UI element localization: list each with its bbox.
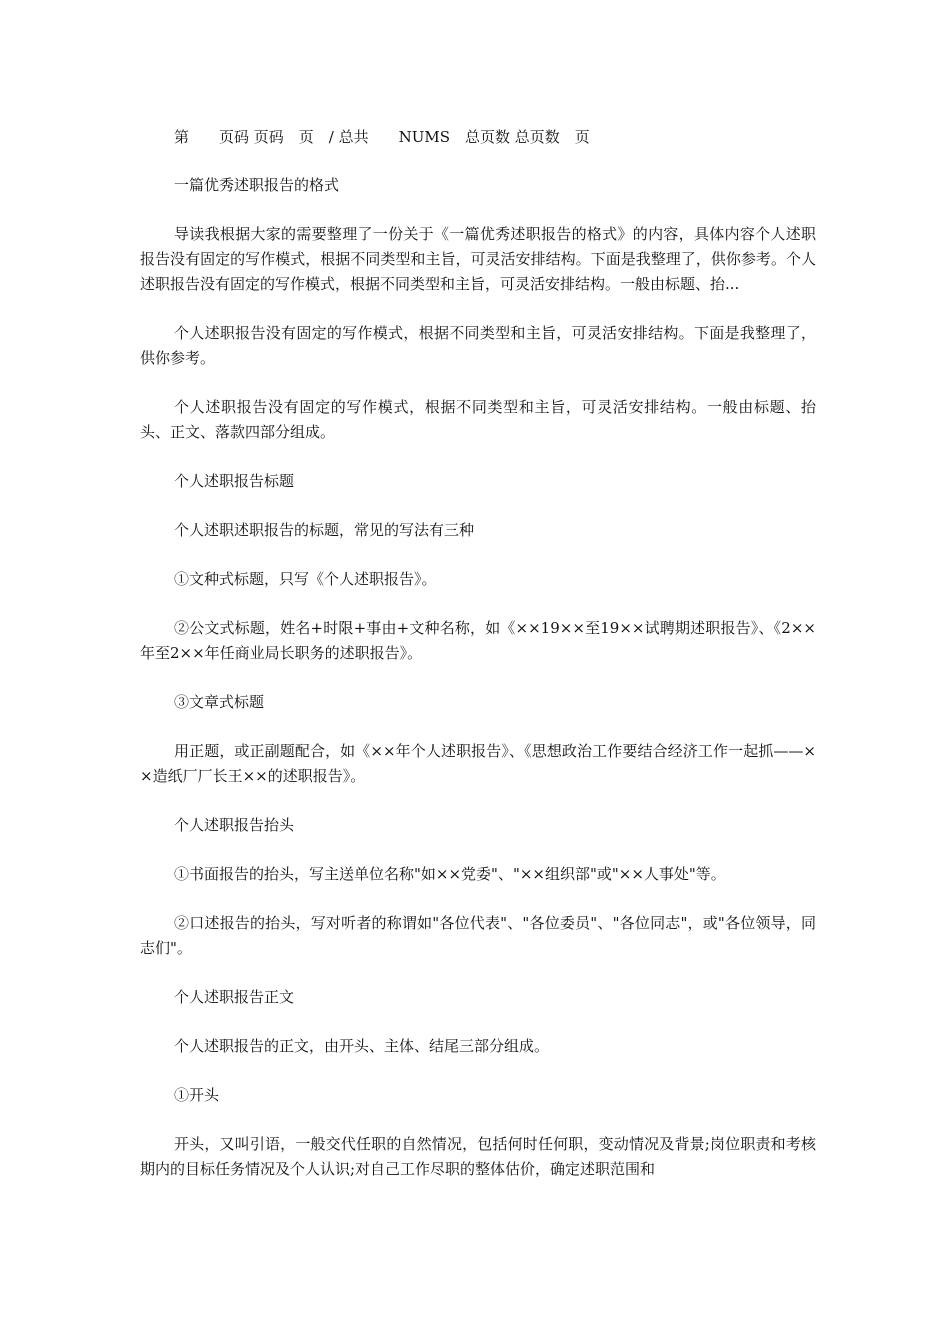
paragraph: 个人述职述职报告的标题，常见的写法有三种: [174, 521, 475, 539]
section-heading: 个人述职报告标题: [174, 472, 295, 490]
paragraph: 开头，又叫引语，一般交代任职的自然情况，包括何时任何职，变动情况及背景;岗位职责和考核期内的目标任务情况及个人认识;对自己工作尽职的整体估价，确定述职范围和: [140, 1135, 816, 1178]
list-item: ②公文式标题，姓名+时限+事由+文种名称，如《××19××至19××试聘期述职报告》、《2××年至2××年任商业局长职务的述职报告》。: [140, 619, 816, 662]
section-heading: 个人述职报告抬头: [174, 816, 295, 834]
paragraph-intro: 导读我根据大家的需要整理了一份关于《一篇优秀述职报告的格式》的内容，具体内容个人述职报告没有固定的写作模式，根据不同类型和主旨，可灵活安排结构。下面是我整理了，供你参考。个人述职报告没有固定的写作模式，根据不同类型和主旨，可灵活安排结构。一般由标题、抬...: [140, 225, 816, 293]
section-heading: 个人述职报告正文: [174, 988, 295, 1006]
document-title: 一篇优秀述职报告的格式: [174, 176, 340, 194]
document-body: [140, 173, 816, 1182]
paragraph: 个人述职报告没有固定的写作模式，根据不同类型和主旨，可灵活安排结构。下面是我整理了，供你参考。: [140, 324, 816, 367]
paragraph: 个人述职报告没有固定的写作模式，根据不同类型和主旨，可灵活安排结构。一般由标题、抬头、正文、落款四部分组成。: [140, 398, 816, 441]
list-item: ①开头: [174, 1086, 220, 1104]
paragraph: 用正题，或正副题配合，如《××年个人述职报告》、《思想政治工作要结合经济工作一起抓——××造纸厂厂长王××的述职报告》。: [140, 742, 816, 785]
list-item: ①文种式标题，只写《个人述职报告》。: [174, 570, 437, 588]
paragraph: 个人述职报告的正文，由开头、主体、结尾三部分组成。: [174, 1037, 550, 1055]
list-item: ①书面报告的抬头，写主送单位名称"如××党委"、"××组织部"或"××人事处"等。: [174, 865, 726, 883]
list-item: ③文章式标题: [174, 693, 265, 711]
list-item: ②口述报告的抬头，写对听者的称谓如"各位代表"、"各位委员"、"各位同志"，或"各位领导，同志们"。: [140, 914, 816, 957]
page-header: 第 页码 页码 页 / 总共 NUMS 总页数 总页数 页: [174, 128, 590, 146]
